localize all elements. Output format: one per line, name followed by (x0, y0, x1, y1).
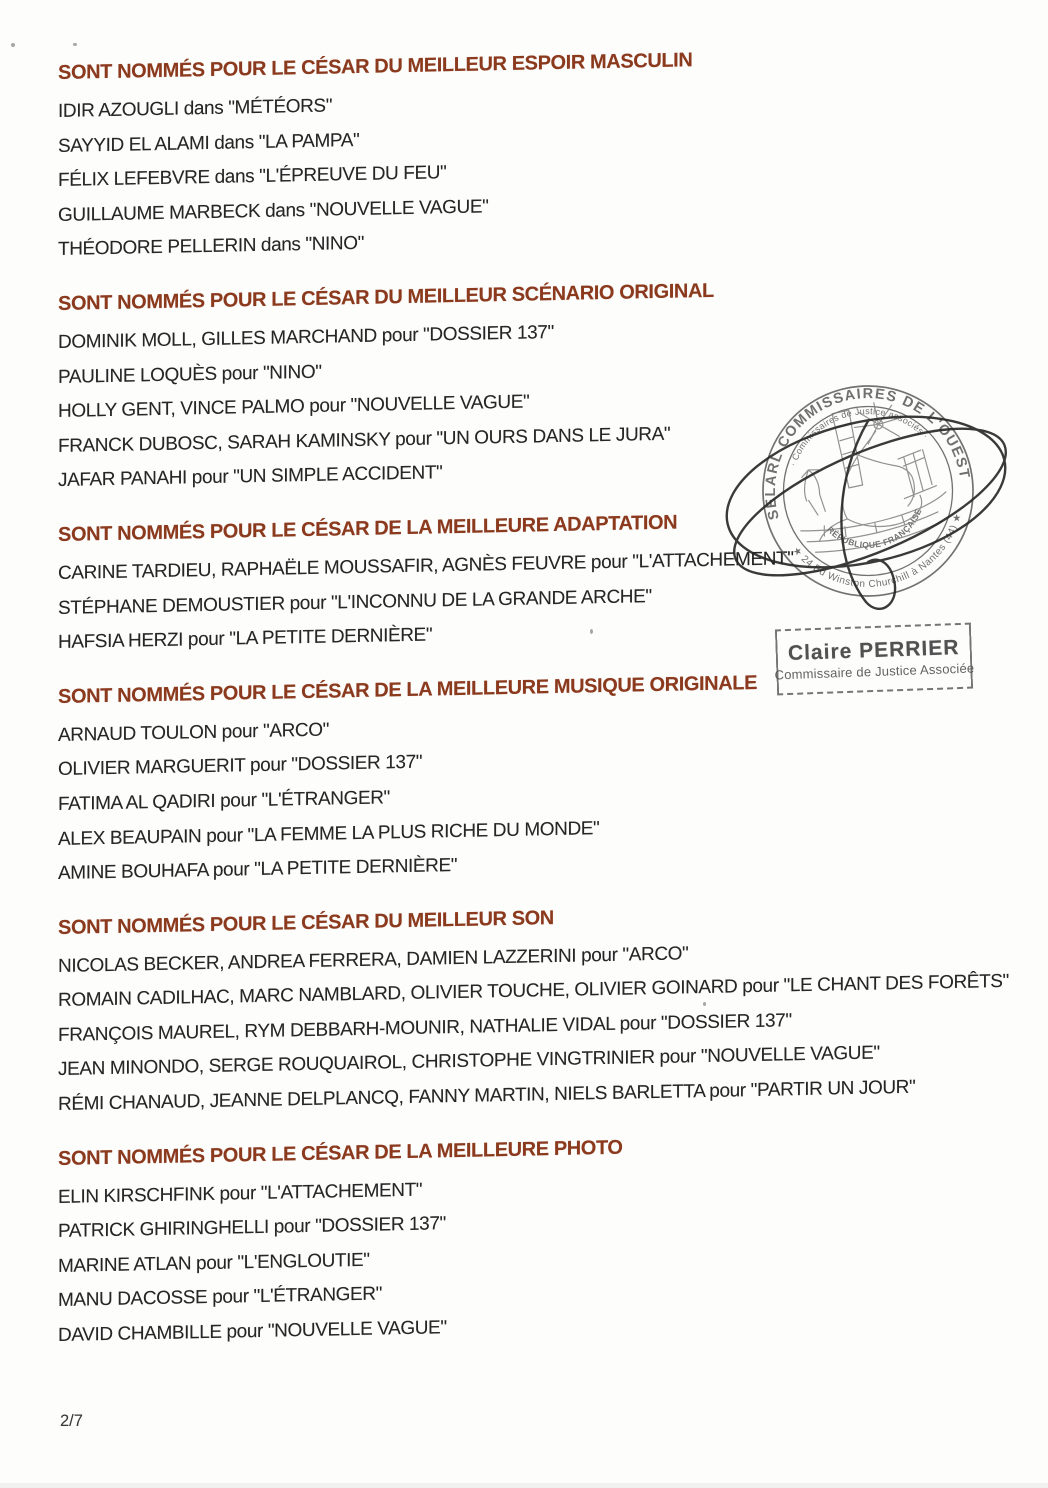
nominee-list (58, 77, 963, 268)
nominee-line: IDIR AZOUGLI dans "MÉTÉORS" (58, 95, 333, 122)
section-meilleure-musique-originale (58, 666, 963, 892)
nominee-line: ROMAIN CADILHAC, MARC NAMBLARD, OLIVIER TOUCHE, OLIVIER GOINARD pour "LE CHANT DES FORÊTS" (58, 971, 1009, 1012)
stamp-name: Claire PERRIER (787, 635, 960, 665)
nominee-list (58, 932, 1009, 1123)
nominee-line: ELIN KIRSCHFINK pour "L'ATTACHEMENT" (58, 1179, 423, 1208)
nominee-line: AMINE BOUHAFA pour "LA PETITE DERNIÈRE" (58, 855, 458, 885)
section-heading: SONT NOMMÉS POUR LE CÉSAR DU MEILLEUR SON (58, 906, 554, 939)
section-heading: SONT NOMMÉS POUR LE CÉSAR DU MEILLEUR ESPOIR MASCULIN (58, 49, 693, 84)
section-heading: SONT NOMMÉS POUR LE CÉSAR DE LA MEILLEURE PHOTO (58, 1136, 623, 1170)
nominee-line: NICOLAS BECKER, ANDREA FERRERA, DAMIEN LAZZERINI pour "ARCO" (58, 943, 689, 977)
name-stamp (775, 623, 973, 696)
scan-speck (11, 43, 15, 47)
pedestal-hatching (895, 448, 937, 498)
section-meilleur-espoir-masculin (58, 42, 963, 268)
nominee-line: FRANÇOIS MAUREL, RYM DEBBARH-MOUNIR, NATHALIE VIDAL pour "DOSSIER 137" (58, 1010, 792, 1046)
nominee-line: GUILLAUME MARBECK dans "NOUVELLE VAGUE" (58, 196, 489, 226)
section-meilleure-photo (58, 1127, 963, 1353)
nominee-line: FRANCK DUBOSC, SARAH KAMINSKY pour "UN OURS DANS LE JURA" (58, 423, 671, 457)
section-meilleur-son (58, 897, 1009, 1123)
scan-bottom-edge (0, 1483, 1048, 1488)
nominee-line: DOMINIK MOLL, GILLES MARCHAND pour "DOSSIER 137" (58, 322, 554, 353)
nominee-line: STÉPHANE DEMOUSTIER pour "L'INCONNU DE LA GRANDE ARCHE" (58, 585, 652, 619)
nominee-line: MARINE ATLAN pour "L'ENGLOUTIE" (58, 1249, 370, 1277)
nominee-list (58, 1162, 963, 1353)
nominee-line: DAVID CHAMBILLE pour "NOUVELLE VAGUE" (58, 1317, 447, 1347)
scan-speck (73, 43, 77, 46)
nominee-line: SAYYID EL ALAMI dans "LA PAMPA" (58, 129, 360, 157)
seal-body (743, 366, 992, 615)
nominee-line: MANU DACOSSE pour "L'ÉTRANGER" (58, 1283, 382, 1312)
nominee-line: HAFSIA HERZI pour "LA PETITE DERNIÈRE" (58, 624, 433, 654)
nominee-line: JAFAR PANAHI pour "UN SIMPLE ACCIDENT" (58, 462, 443, 492)
nominee-line: OLIVIER MARGUERIT pour "DOSSIER 137" (58, 752, 423, 781)
section-heading: SONT NOMMÉS POUR LE CÉSAR DU MEILLEUR SCÉNARIO ORIGINAL (58, 279, 714, 315)
seal-arc-top-text: SELARL COMMISSAIRES DE L'OUEST (763, 386, 973, 522)
section-heading: SONT NOMMÉS POUR LE CÉSAR DE LA MEILLEURE ADAPTATION (58, 511, 678, 546)
section-heading: SONT NOMMÉS POUR LE CÉSAR DE LA MEILLEURE MUSIQUE ORIGINALE (58, 671, 758, 708)
seal-republique-caption: RÉPUBLIQUE FRANÇAISE (825, 506, 924, 551)
tree-scribble (800, 468, 828, 517)
nominee-line: HOLLY GENT, VINCE PALMO pour "NOUVELLE VAGUE" (58, 391, 530, 423)
nominee-line: ARNAUD TOULON pour "ARCO" (58, 719, 329, 746)
stamp-title: Commissaire de Justice Associée (774, 660, 975, 682)
nominee-line: PATRICK GHIRINGHELLI pour "DOSSIER 137" (58, 1213, 446, 1243)
figure-arm (854, 426, 918, 514)
nominee-line: FÉLIX LEFEBVRE dans "L'ÉPREUVE DU FEU" (58, 162, 447, 192)
seal-arc-top-inner-text: · Commissaires de Justice associés · (787, 406, 931, 468)
nominee-line: FATIMA AL QADIRI pour "L'ÉTRANGER" (58, 787, 390, 815)
nominee-line: THÉODORE PELLERIN dans "NINO" (58, 233, 364, 261)
page-number: 2/7 (60, 1412, 83, 1430)
nominations-content (58, 42, 1009, 1377)
nominee-line: JEAN MINONDO, SERGE ROUQUAIROL, CHRISTOPHE VINGTRINIER pour "NOUVELLE VAGUE" (58, 1042, 880, 1081)
nominee-line: PAULINE LOQUÈS pour "NINO" (58, 361, 322, 388)
nominee-line: RÉMI CHANAUD, JEANNE DELPLANCQ, FANNY MARTIN, NIELS BARLETTA pour "PARTIR UN JOUR" (58, 1076, 916, 1116)
notary-round-seal (718, 366, 1018, 616)
nominee-line: ALEX BEAUPAIN pour "LA FEMME LA PLUS RICHE DU MONDE" (58, 817, 600, 850)
seal-outer-ring (743, 366, 992, 615)
nominee-list (58, 701, 963, 892)
nominee-line: CARINE TARDIEU, RAPHAËLE MOUSSAFIR, AGNÈS FEUVRE pour "L'ATTACHEMENT" (58, 548, 794, 584)
seal-arc-bottom-text: ★ 24 Bd Winston Churchill à Nantes (44) ★ (789, 511, 965, 591)
